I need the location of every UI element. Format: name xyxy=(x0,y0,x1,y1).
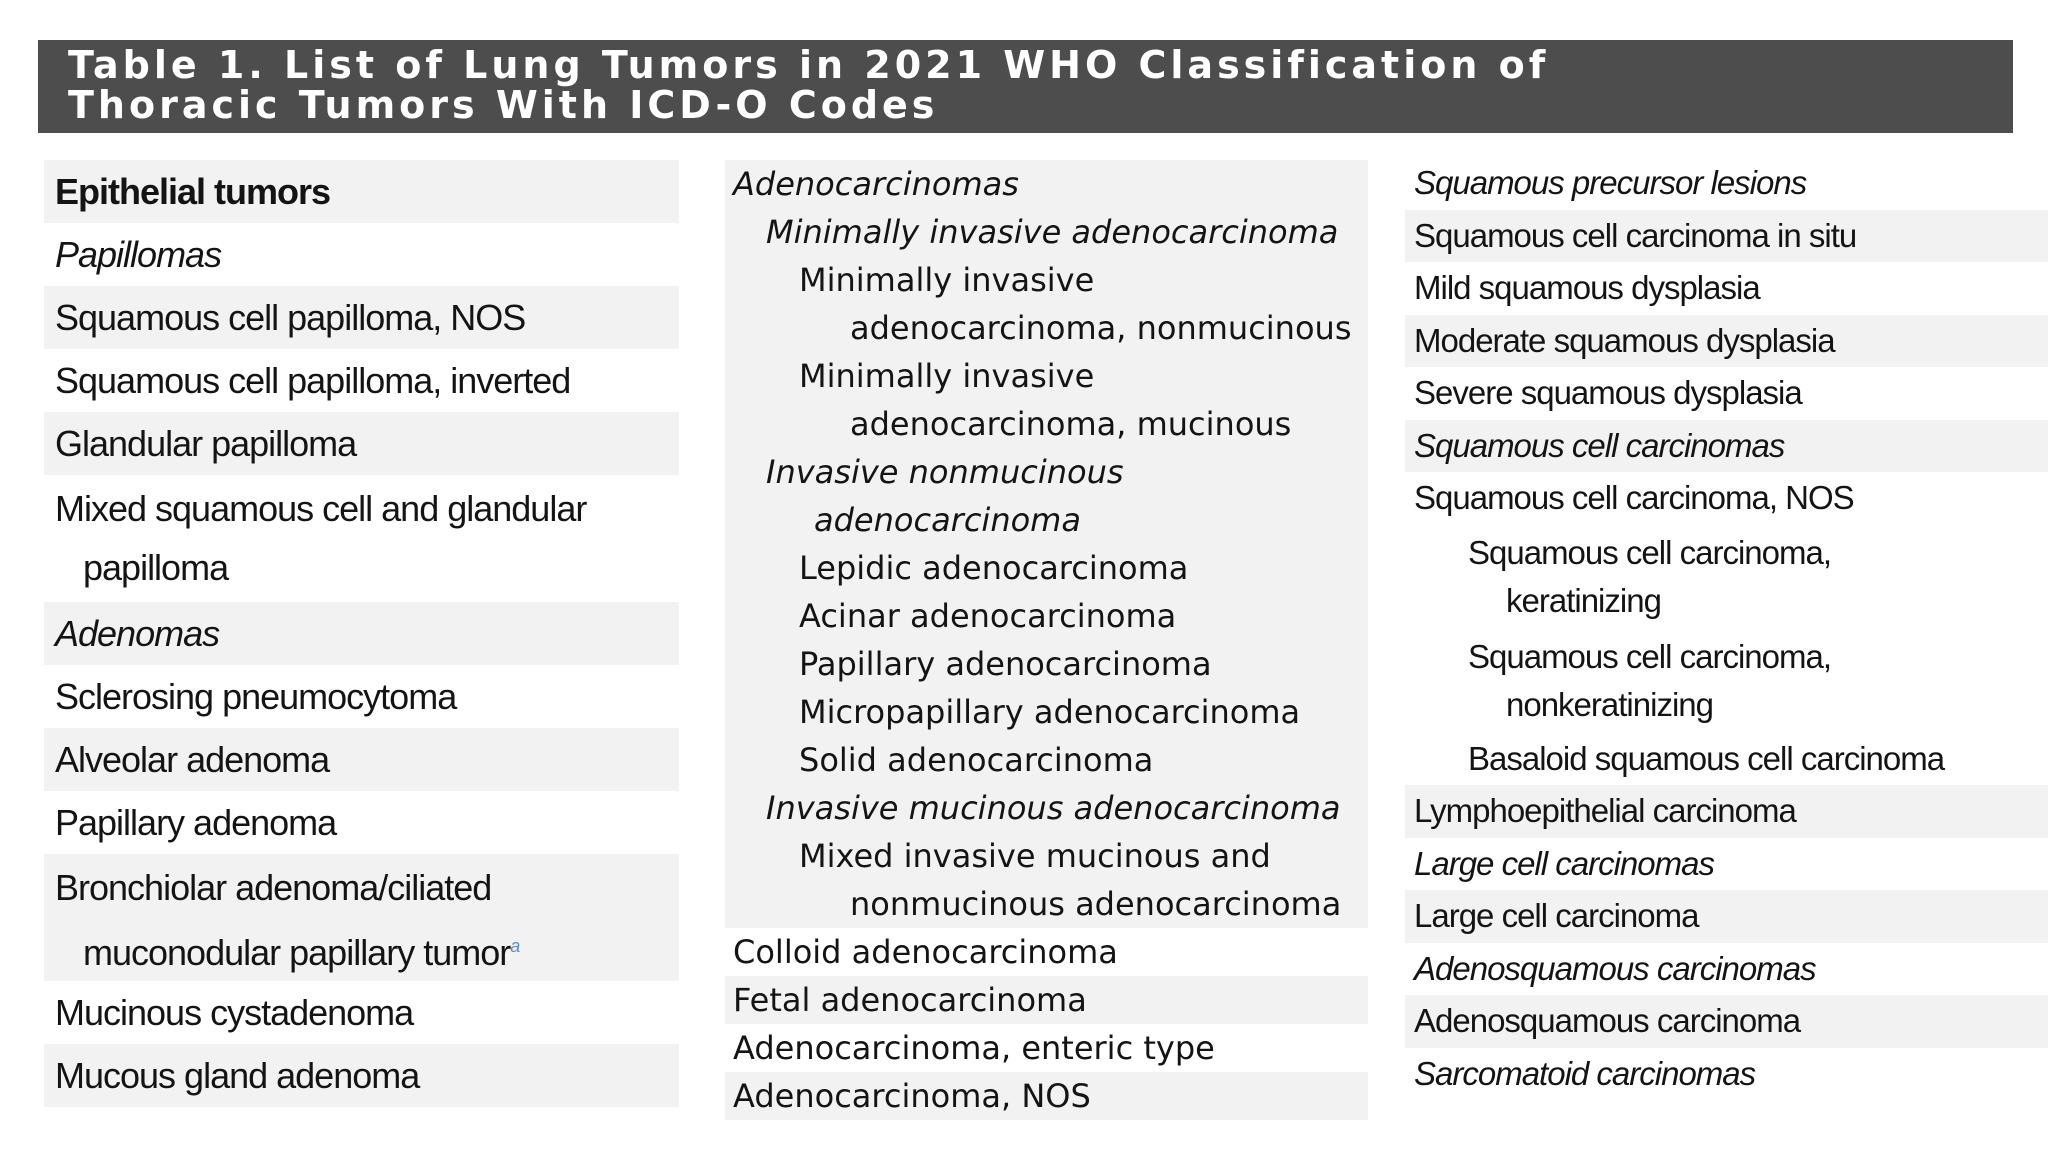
subcategory-heading: Sarcomatoid carcinomas xyxy=(1414,1054,1756,1092)
tumor-entry: Papillary adenocarcinoma xyxy=(799,645,1212,683)
tumor-entry xyxy=(1405,629,2048,733)
tumor-entry-line: Squamous cell carcinoma, xyxy=(1468,637,1832,675)
tumor-entry: Large cell carcinoma xyxy=(1405,890,2048,943)
tumor-entry: Fetal adenocarcinoma xyxy=(725,976,1368,1024)
tumor-entry: Mucinous cystadenoma xyxy=(55,992,414,1033)
subcategory-heading: Adenomas xyxy=(44,602,679,665)
tumor-entry: Moderate squamous dysplasia xyxy=(1405,315,2048,368)
tumor-entry: Basaloid squamous cell carcinoma xyxy=(1468,739,1945,777)
subcategory-heading-line: Invasive nonmucinous xyxy=(766,453,1124,491)
tumor-entry: Lymphoepithelial carcinoma xyxy=(1405,785,2048,838)
tumor-entry-line: adenocarcinoma, nonmucinous xyxy=(850,309,1352,347)
subcategory-heading: Adenosquamous carcinomas xyxy=(1414,949,1816,987)
subcategory-heading: Adenocarcinomas xyxy=(733,165,1019,203)
tumor-entry-line: nonkeratinizing xyxy=(1506,685,1713,723)
tumor-entry: Colloid adenocarcinoma xyxy=(733,933,1118,971)
tumor-entry-line: nonmucinous adenocarcinoma xyxy=(850,885,1342,923)
tumor-entry: Micropapillary adenocarcinoma xyxy=(799,693,1301,731)
tumor-entry xyxy=(44,854,679,981)
tumor-entry: Adenocarcinoma, enteric type xyxy=(733,1029,1215,1067)
tumor-entry: Lepidic adenocarcinoma xyxy=(799,549,1189,587)
tumor-entry: Mild squamous dysplasia xyxy=(1414,269,1760,306)
tumor-entry: Severe squamous dysplasia xyxy=(1414,374,1802,411)
subcategory-heading: Minimally invasive adenocarcinoma xyxy=(766,213,1339,251)
tumor-entry-line: Mixed invasive mucinous and xyxy=(799,837,1271,875)
table-title-bar xyxy=(38,40,2013,133)
table-title-line-2: Thoracic Tumors With ICD-O Codes xyxy=(68,83,939,127)
footnote-marker[interactable]: a xyxy=(510,936,520,956)
tumor-entry-line: Mixed squamous cell and glandular xyxy=(55,488,587,529)
tumor-entry xyxy=(725,256,1368,352)
tumor-entry-line: keratinizing xyxy=(1506,581,1661,619)
tumor-entry: Mucous gland adenoma xyxy=(44,1044,679,1107)
tumor-entry: Adenosquamous carcinoma xyxy=(1405,995,2048,1048)
tumor-entry-line: adenocarcinoma, mucinous xyxy=(850,405,1292,443)
tumor-entry: Squamous cell papilloma, NOS xyxy=(44,286,679,349)
tumor-entry-line: Squamous cell carcinoma, xyxy=(1468,533,1832,571)
tumor-entry: Papillary adenoma xyxy=(55,802,337,843)
tumor-entry-line: Minimally invasive xyxy=(799,261,1095,299)
subcategory-heading: Squamous precursor lesions xyxy=(1414,164,1807,201)
tumor-entry-line: Minimally invasive xyxy=(799,357,1095,395)
column-squamous-and-others xyxy=(1405,157,2048,1100)
subcategory-heading: Squamous cell carcinomas xyxy=(1405,420,2048,473)
subcategory-heading: Invasive mucinous adenocarcinoma xyxy=(766,789,1341,827)
column-epithelial-benign xyxy=(44,160,679,1107)
category-heading: Epithelial tumors xyxy=(44,160,679,223)
tumor-entry: Glandular papilloma xyxy=(44,412,679,475)
tumor-entry: Squamous cell carcinoma, NOS xyxy=(1414,479,1854,516)
tumor-entry: Adenocarcinoma, NOS xyxy=(725,1072,1368,1120)
tumor-entry: Sclerosing pneumocytoma xyxy=(55,676,457,717)
subcategory-heading: Papillomas xyxy=(55,234,222,275)
adenocarcinoma-block xyxy=(725,160,1368,928)
column-adenocarcinomas xyxy=(725,160,1368,1120)
subcategory-heading xyxy=(725,448,1368,544)
tumor-entry xyxy=(1405,525,2048,629)
tumor-entry: Solid adenocarcinoma xyxy=(799,741,1154,779)
tumor-entry-text: muconodular papillary tumor xyxy=(83,932,511,973)
subcategory-heading-line: adenocarcinoma xyxy=(814,501,1081,539)
tumor-entry: Squamous cell carcinoma in situ xyxy=(1405,210,2048,263)
tumor-entry xyxy=(725,832,1368,928)
tumor-entry-line: papilloma xyxy=(83,547,229,588)
subcategory-heading: Large cell carcinomas xyxy=(1414,844,1714,882)
table-title-line-1: Table 1. List of Lung Tumors in 2021 WHO Classification of xyxy=(68,43,1550,87)
tumor-entry: Squamous cell papilloma, inverted xyxy=(55,360,571,401)
tumor-entry: Alveolar adenoma xyxy=(44,728,679,791)
tumor-entry xyxy=(44,475,679,602)
tumor-entry: Acinar adenocarcinoma xyxy=(799,597,1177,635)
tumor-entry-line xyxy=(55,917,679,982)
tumor-entry-line: Bronchiolar adenoma/ciliated xyxy=(55,867,492,908)
tumor-entry xyxy=(725,352,1368,448)
